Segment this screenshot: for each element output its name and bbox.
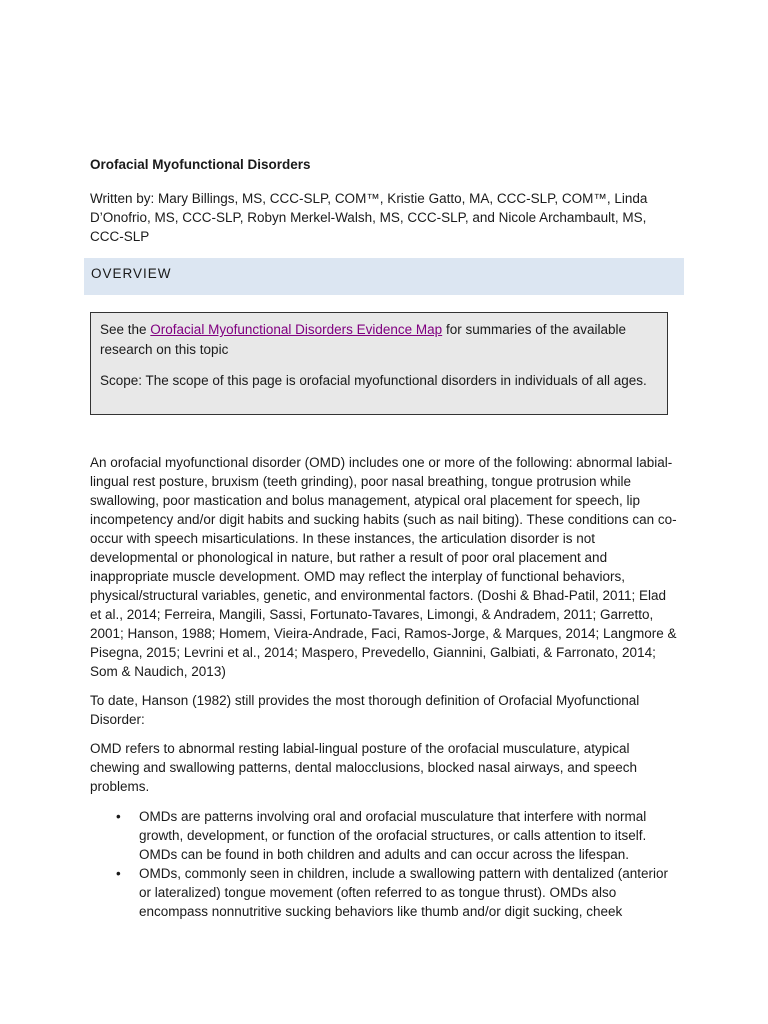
- list-item: [90, 864, 680, 921]
- overview-section-bar: [84, 258, 684, 295]
- hanson-intro-paragraph: To date, Hanson (1982) still provides the most thorough definition of Orofacial Myofunctional Disorder:: [90, 693, 640, 727]
- bullet-text: OMDs, commonly seen in children, include a swallowing pattern with dentalized (anterior or lateralized) tongue movement (often referred to as tongue thrust). OMDs also encompass nonnutritive sucking behaviors like thumb and/or digit sucking, cheek: [139, 866, 668, 919]
- list-item: [90, 807, 680, 864]
- bullet-icon: •: [116, 866, 121, 881]
- bullet-icon: •: [116, 809, 121, 824]
- evidence-map-box: [90, 312, 668, 415]
- bullet-text: OMDs are patterns involving oral and orofacial musculature that interfere with normal growth, development, or function of the orofacial structures, or calls attention to itself. OMDs can be found in both children and adults and can occur across the lifespan.: [139, 809, 647, 862]
- omd-bullet-list: [90, 807, 680, 921]
- scope-statement: Scope: The scope of this page is orofacial myofunctional disorders in individuals of all ages.: [100, 373, 647, 388]
- overview-heading: OVERVIEW: [91, 266, 172, 281]
- evidence-map-note: [100, 320, 655, 359]
- see-prefix: See the: [100, 322, 151, 337]
- authors-line: Written by: Mary Billings, MS, CCC-SLP, COM™, Kristie Gatto, MA, CCC-SLP, COM™, Linda D’Onofrio, MS, CCC-SLP, Robyn Merkel-Walsh, MS, CCC-SLP, and Nicole Archambault, MS, CCC-SLP: [90, 191, 648, 244]
- see-suffix: for summaries of the available research on this topic: [100, 322, 627, 357]
- document-title: Orofacial Myofunctional Disorders: [90, 157, 311, 172]
- evidence-map-link[interactable]: Orofacial Myofunctional Disorders Evidence Map: [150, 322, 443, 337]
- omd-definition-paragraph: An orofacial myofunctional disorder (OMD) includes one or more of the following: abnormal labial-lingual rest posture, bruxism (teeth grinding), poor nasal breathing, tongue protrusion while swallowing, poor mastication and bolus management, atypical oral placement for speech, lip incompetency and/or digit habits and sucking habits (such as nail biting). These conditions can co-occur with speech misarticulations. In these instances, the articulation disorder is not developmental or phonological in nature, but rather a result of poor oral placement and inappropriate muscle development. OMD may reflect the interplay of functional behaviors, physical/structural variables, genetic, and environmental factors. (Doshi & Bhad-Patil, 2011; Elad et al., 2014; Ferreira, Mangili, Sassi, Fortunato-Tavares, Limongi, & Andradem, 2011; Garretto, 2001; Hanson, 1988; Homem, Vieira-Andrade, Faci, Ramos-Jorge, & Marques, 2014; Langmore & Pisegna, 2015; Levrini et al., 2014; Maspero, Prevedello, Giannini, Galbiati, & Farronato, 2014; Som & Naudich, 2013): [90, 455, 677, 679]
- omd-refers-paragraph: OMD refers to abnormal resting labial-lingual posture of the orofacial musculature, atypical chewing and swallowing patterns, dental malocclusions, blocked nasal airways, and speech problems.: [90, 741, 638, 794]
